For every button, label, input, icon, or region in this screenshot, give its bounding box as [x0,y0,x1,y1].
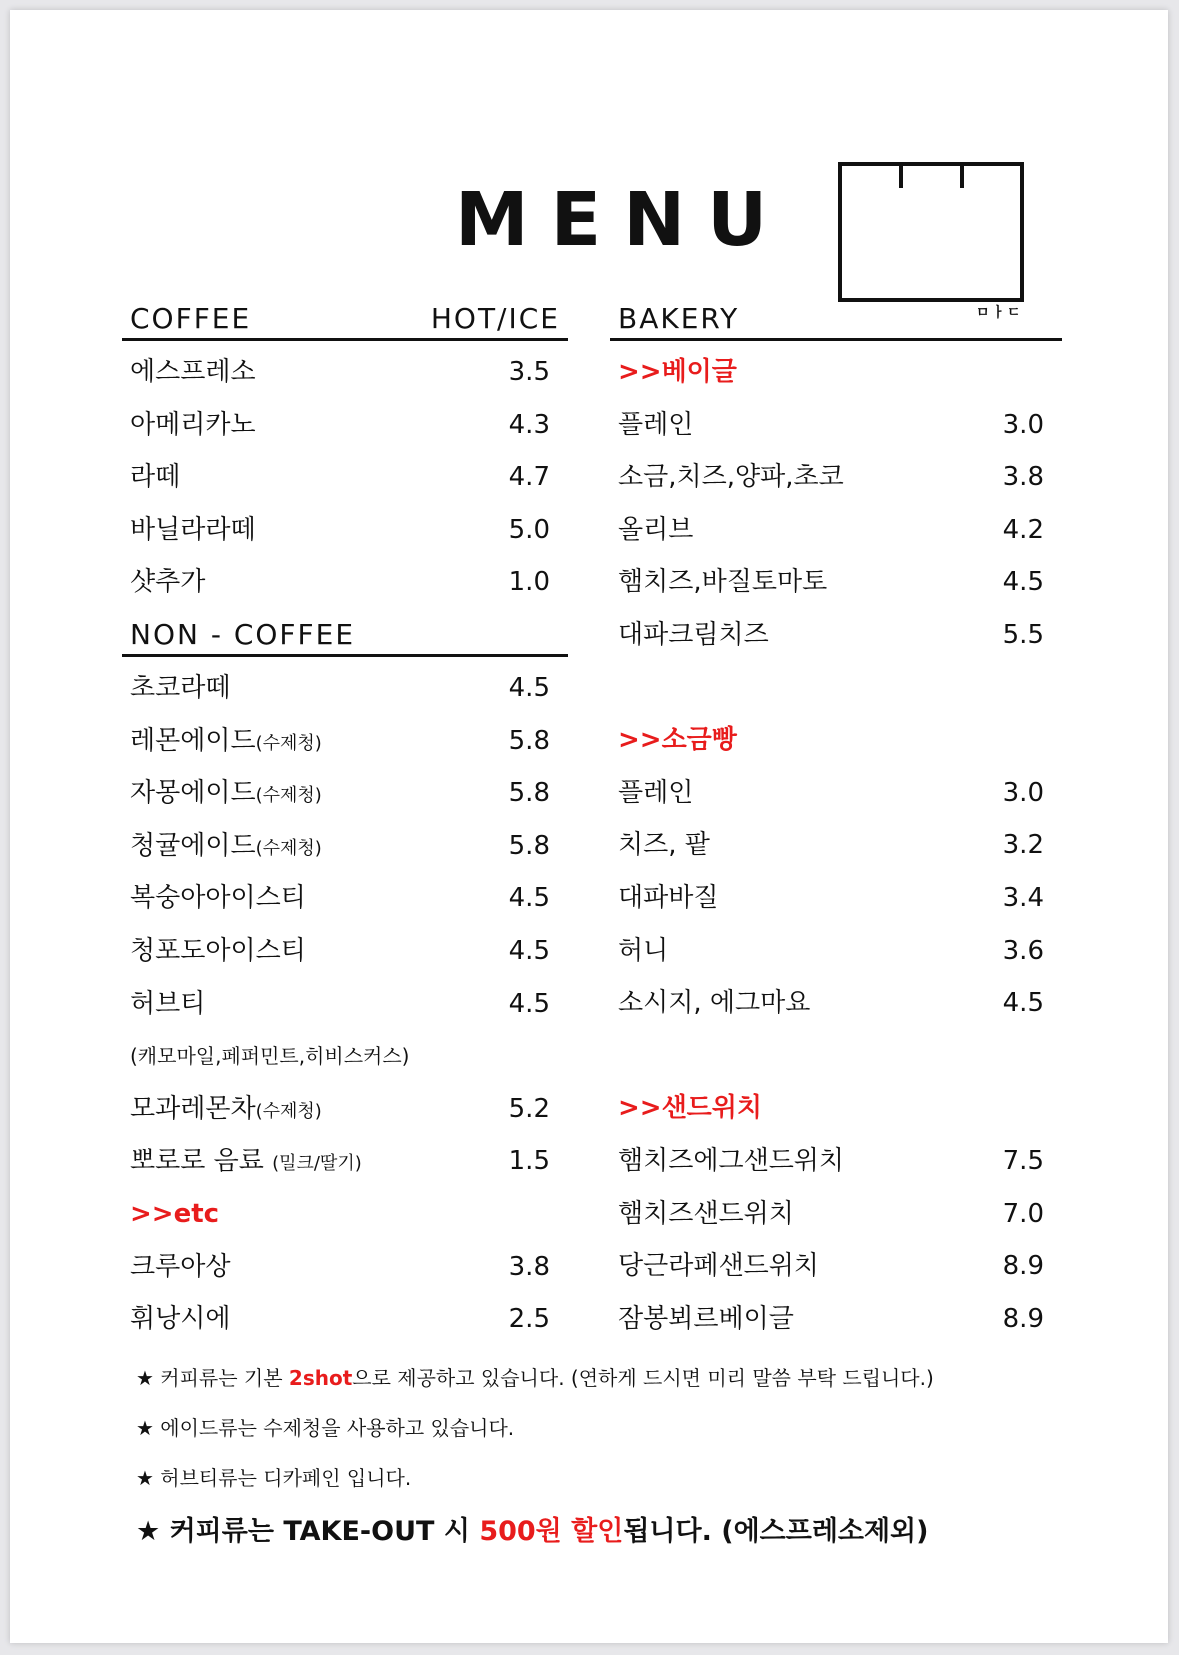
list-item: 허니 3.6 [618,935,1044,966]
list-item: 복숭아아이스티 4.5 [130,883,550,914]
note-ade-syrup: ★ 에이드류는 수제청을 사용하고 있습니다. [136,1416,515,1440]
list-item: 레몬에이드(수제청) 5.8 [130,725,550,756]
salt-bread-header: >>소금빵 [618,725,737,756]
list-item: 휘낭시에 2.5 [130,1304,550,1335]
list-item: 소금,치즈,양파,초코 3.8 [618,462,1044,493]
list-item: 올리브 4.2 [618,514,1044,545]
bakery-title: BAKERY [618,302,740,335]
list-item: 당근라페샌드위치 8.9 [618,1251,1044,1282]
spacer [610,662,1062,715]
list-item: 아메리카노 4.3 [130,409,550,440]
list-item: 치즈, 팥 3.2 [618,830,1044,861]
bagel-header: >>베이글 [618,357,737,387]
bakery-header [610,302,1062,341]
list-item: 대파크림치즈 5.5 [618,619,1044,650]
logo-text: ㅁㅏㄷ [976,305,1023,321]
list-item: 소시지, 에그마요 4.5 [618,988,1044,1019]
non-coffee-title: NON - COFFEE [130,618,356,651]
list-item: 샷추가 1.0 [130,567,550,598]
list-item: 허브티 4.5 [130,988,550,1019]
non-coffee-list [122,662,568,1346]
coffee-list [122,346,568,609]
menu-page [10,10,1168,1643]
bakery-list [610,346,1062,1345]
list-item: 바닐라라떼 5.0 [130,514,550,545]
list-item: 햄치즈샌드위치 7.0 [618,1198,1044,1229]
list-item: 플레인 3.0 [618,777,1044,808]
spacer [610,1030,1062,1083]
non-coffee-header [122,618,568,657]
note-decaf-herb: ★ 허브티류는 디카페인 입니다. [136,1466,412,1490]
menu-notes [136,1353,1136,1557]
list-item: 크루아상 3.8 [130,1251,550,1282]
list-item: 뽀로로 음료 (밀크/딸기) 1.5 [130,1146,550,1177]
logo-box-icon [836,160,1028,305]
list-item: 청귤에이드(수제청) 5.8 [130,830,550,861]
coffee-title: COFFEE [130,302,252,335]
note-takeout-discount: ★ 커피류는 TAKE-OUT 시 500원 할인됩니다. (에스프레소제외) [136,1516,929,1547]
list-item: 플레인 3.0 [618,409,1044,440]
sandwich-header: >>샌드위치 [618,1093,763,1124]
list-item: 햄치즈에그샌드위치 7.5 [618,1145,1044,1176]
list-item: 햄치즈,바질토마토 4.5 [618,567,1044,598]
hot-ice-label: HOT/ICE [430,302,560,335]
coffee-header [122,302,568,341]
list-item: 초코라떼 4.5 [130,673,550,703]
list-item: 청포도아이스티 4.5 [130,935,550,966]
list-item: 대파바질 3.4 [618,882,1044,913]
note-two-shot: ★ 커피류는 기본 2shot으로 제공하고 있습니다. (연하게 드시면 미리 말씀 부탁 드립니다.) [136,1366,934,1390]
list-item: 자몽에이드(수제청) 5.8 [130,778,550,809]
list-item: 잠봉뵈르베이글 8.9 [618,1303,1044,1334]
cafe-logo [836,160,1028,325]
list-item: 모과레몬차(수제청) 5.2 [130,1093,550,1124]
herb-tea-options: (캐모마일,페퍼민트,히비스커스) [130,1044,410,1069]
list-item: 라떼 4.7 [130,462,550,493]
list-item: 에스프레소 3.5 [130,357,550,387]
page-title: MENU [455,177,790,263]
etc-header: >>etc [130,1198,220,1229]
